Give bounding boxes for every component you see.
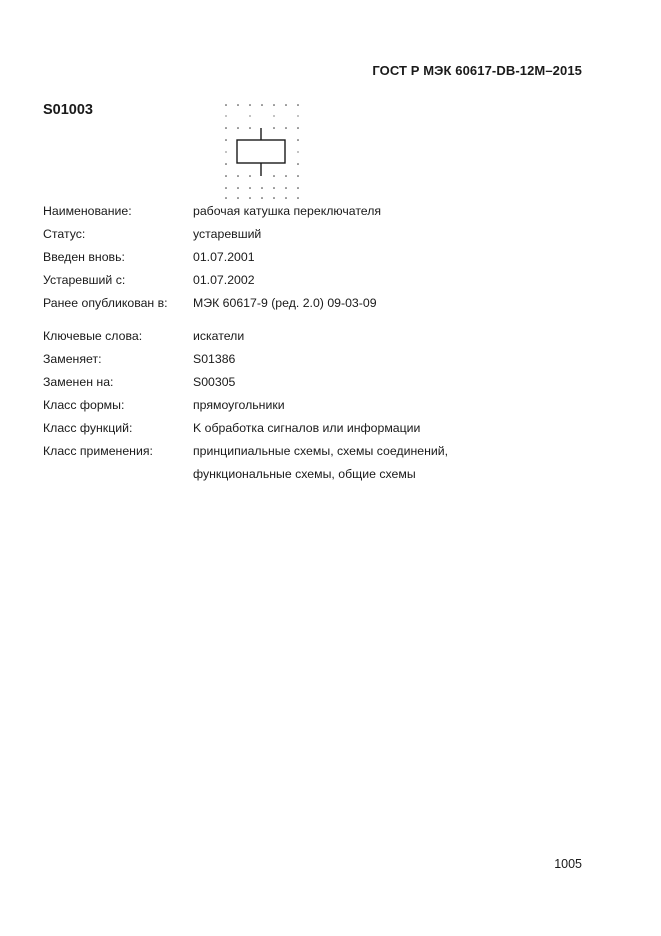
field-value: 01.07.2001 [193,250,255,264]
field-value: S01386 [193,352,236,366]
field-label: Ключевые слова: [43,329,143,343]
field-value: рабочая катушка переключателя [193,204,382,218]
field-label: Статус: [43,227,86,241]
field-label: Класс применения: [43,444,153,458]
field-label: Класс формы: [43,398,125,412]
field-value: функциональные схемы, общие схемы [193,467,416,481]
field-label: Введен вновь: [43,250,125,264]
field-label: Наименование: [43,204,132,218]
coil-rectangle-symbol-icon [218,98,308,202]
field-value: устаревший [193,227,262,241]
field-label: Ранее опубликован в: [43,296,168,310]
field-value: K обработка сигналов или информации [193,421,421,435]
symbol-code: S01003 [43,102,93,118]
field-value: искатели [193,329,245,343]
field-label: Класс функций: [43,421,133,435]
field-value: S00305 [193,375,236,389]
field-value: прямоугольники [193,398,285,412]
field-label: Заменяет: [43,352,102,366]
field-value: МЭК 60617-9 (ред. 2.0) 09-03-09 [193,296,377,310]
field-label: Устаревший с: [43,273,126,287]
page-number: 1005 [554,857,582,871]
field-value: принципиальные схемы, схемы соединений, [193,444,449,458]
field-label: Заменен на: [43,375,114,389]
document-header: ГОСТ Р МЭК 60617-DB-12M–2015 [372,63,582,78]
field-value: 01.07.2002 [193,273,255,287]
